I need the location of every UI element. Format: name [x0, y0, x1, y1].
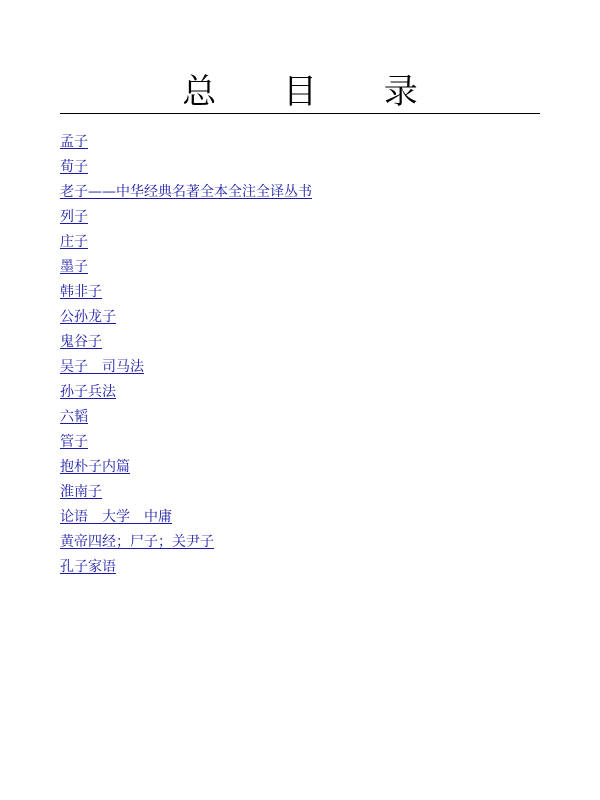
list-item [60, 230, 312, 255]
list-item [60, 205, 312, 230]
list-item [60, 530, 312, 555]
toc-link-laozi[interactable]: 老子——中华经典名著全本全注全译丛书 [60, 184, 312, 200]
list-item [60, 355, 312, 380]
toc-link-liezi[interactable]: 列子 [60, 209, 88, 225]
toc-link-huangdi-sijing[interactable]: 黄帝四经；尸子；关尹子 [60, 534, 214, 550]
toc-link-hanfeizi[interactable]: 韩非子 [60, 284, 102, 300]
list-item [60, 430, 312, 455]
toc-link-huainanzi[interactable]: 淮南子 [60, 484, 102, 500]
list-item [60, 180, 312, 205]
list-item [60, 455, 312, 480]
toc-link-mengzi[interactable]: 孟子 [60, 134, 88, 150]
toc-link-guanzi[interactable]: 管子 [60, 434, 88, 450]
list-item [60, 130, 312, 155]
list-item [60, 480, 312, 505]
list-item [60, 305, 312, 330]
toc-link-baopuzi[interactable]: 抱朴子内篇 [60, 459, 130, 475]
list-item [60, 330, 312, 355]
list-item [60, 380, 312, 405]
toc-link-sunzi-bingfa[interactable]: 孙子兵法 [60, 384, 116, 400]
toc-link-zhuangzi[interactable]: 庄子 [60, 234, 88, 250]
toc-link-gongsunlongzi[interactable]: 公孙龙子 [60, 309, 116, 325]
list-item [60, 155, 312, 180]
toc-link-guiguzi[interactable]: 鬼谷子 [60, 334, 102, 350]
table-of-contents [60, 130, 312, 580]
toc-link-lunyu-daxue-zhongyong[interactable]: 论语 大学 中庸 [60, 509, 172, 525]
toc-link-wuzi-simafa[interactable]: 吴子 司马法 [60, 359, 144, 375]
page-title: 总 目 录 [182, 72, 446, 112]
toc-link-mozi[interactable]: 墨子 [60, 259, 88, 275]
list-item [60, 555, 312, 580]
title-divider [60, 113, 540, 114]
list-item [60, 505, 312, 530]
toc-link-xunzi[interactable]: 荀子 [60, 159, 88, 175]
list-item [60, 280, 312, 305]
list-item [60, 405, 312, 430]
list-item [60, 255, 312, 280]
toc-link-kongzi-jiayu[interactable]: 孔子家语 [60, 559, 116, 575]
toc-link-liutao[interactable]: 六韬 [60, 409, 88, 425]
